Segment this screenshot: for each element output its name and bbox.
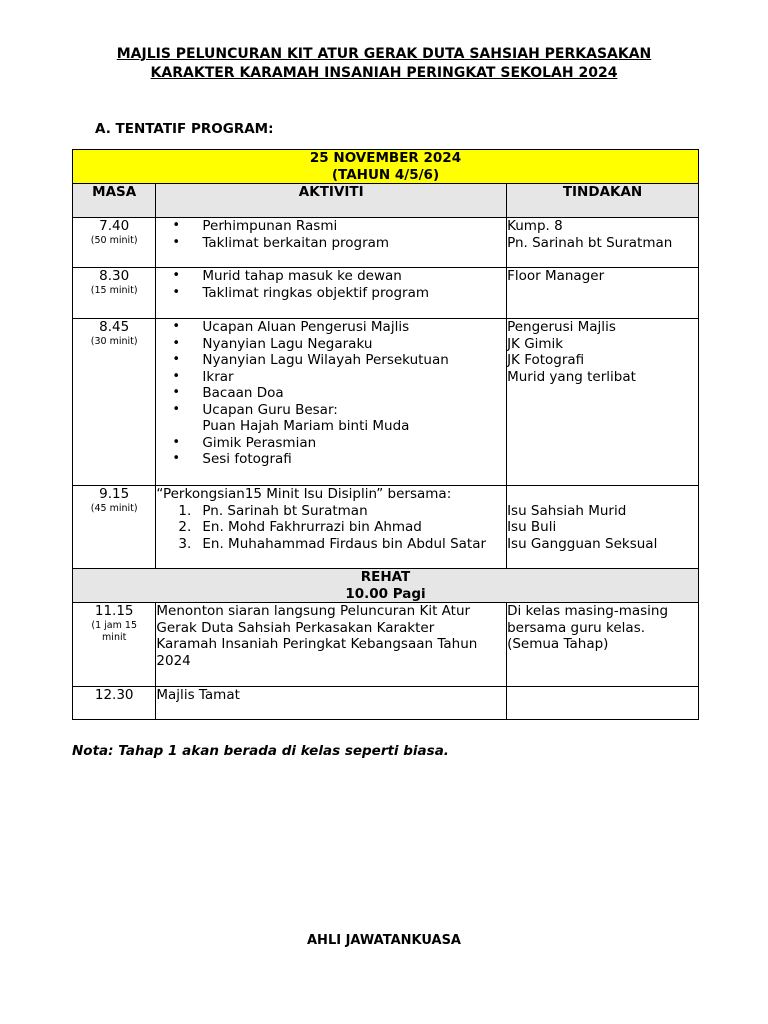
action-cell: [507, 319, 699, 486]
list-item: • Ucapan Guru Besar: Puan Hajah Mariam binti Muda: [156, 402, 506, 435]
bullet-icon: •: [172, 385, 181, 400]
action-item: Isu Buli: [507, 519, 557, 535]
table-row: [73, 486, 699, 569]
action-item: Di kelas masing-masing: [507, 603, 669, 619]
action-cell: [507, 486, 699, 569]
action-item: JK Gimik: [507, 335, 564, 352]
footnote: Nota: Tahap 1 akan berada di kelas seperti biasa.: [72, 743, 449, 759]
bullet-icon: •: [172, 401, 181, 417]
bullet-icon: •: [172, 234, 181, 250]
activity-line: Gerak Duta Sahsiah Perkasakan Karakter: [156, 619, 435, 636]
list-item: • Ucapan Aluan Pengerusi Majlis: [172, 319, 410, 335]
activity-cell: [156, 486, 507, 569]
table-row: [73, 319, 699, 486]
table-row: [73, 268, 699, 319]
action-cell: [507, 687, 699, 720]
time: 8.30: [99, 268, 130, 284]
time: 12.30: [94, 687, 134, 703]
date-row: [73, 150, 699, 184]
bullet-icon: •: [172, 319, 181, 334]
duration: (1 jam 15: [91, 619, 137, 631]
time: 8.45: [99, 319, 130, 335]
time-cell: [73, 218, 156, 268]
action-item: Floor Manager: [507, 268, 605, 284]
action-item: JK Fotografi: [507, 352, 585, 368]
list-item: • Nyanyian Lagu Wilayah Persekutuan: [172, 352, 449, 368]
program-table: [72, 149, 699, 720]
section-heading: A. TENTATIF PROGRAM:: [95, 121, 274, 137]
action-cell: [507, 218, 699, 268]
list-item: • Murid tahap masuk ke dewan: [172, 268, 402, 284]
title-line-1: MAJLIS PELUNCURAN KIT ATUR GERAK DUTA SAHSIAH PERKASAKAN: [116, 46, 652, 62]
bullet-icon: •: [172, 335, 181, 351]
list-item: 1. Pn. Sarinah bt Suratman: [178, 502, 368, 519]
title-line-2: KARAKTER KARAMAH INSANIAH PERINGKAT SEKOLAH 2024: [150, 65, 618, 81]
table-row: [73, 687, 699, 720]
activity-cell: [156, 603, 507, 687]
action-item: Pengerusi Majlis: [507, 319, 616, 335]
duration: (30 minit): [90, 335, 138, 347]
program-date: 25 NOVEMBER 2024: [309, 150, 462, 166]
bullet-icon: •: [172, 218, 181, 233]
table-row: [73, 603, 699, 687]
bullet-icon: •: [172, 284, 181, 300]
bullet-icon: •: [172, 434, 181, 450]
action-item: Kump. 8: [507, 218, 563, 234]
list-item: 3. En. Muhahammad Firdaus bin Abdul Satar: [178, 535, 487, 552]
duration: minit: [102, 631, 127, 643]
action-item: Pn. Sarinah bt Suratman: [507, 234, 673, 251]
activity-cell: [156, 319, 507, 486]
header-masa: MASA: [73, 184, 156, 218]
list-item: • Taklimat berkaitan program: [172, 234, 390, 251]
action-item: Isu Gangguan Seksual: [507, 535, 658, 552]
header-row: [73, 184, 699, 218]
action-item: bersama guru kelas.: [507, 619, 646, 636]
break-cell: [73, 569, 699, 603]
list-item: 2. En. Mohd Fakhrurrazi bin Ahmad: [178, 519, 422, 535]
bullet-icon: •: [172, 368, 181, 384]
table-row: [73, 218, 699, 268]
time: 11.15: [94, 603, 134, 619]
duration: (50 minit): [90, 234, 138, 246]
time-cell: [73, 603, 156, 687]
list-item: • Gimik Perasmian: [172, 434, 317, 451]
activity-line: 2024: [156, 652, 191, 669]
break-label: REHAT: [360, 569, 411, 585]
program-group: (TAHUN 4/5/6): [331, 166, 440, 183]
action-cell: [507, 268, 699, 319]
header-tindakan: TINDAKAN: [507, 184, 699, 218]
signature-line: AHLI JAWATANKUASA: [307, 933, 461, 948]
time-cell: [73, 268, 156, 319]
time: 9.15: [99, 486, 130, 502]
bullet-icon: •: [172, 451, 181, 466]
header-aktiviti: AKTIVITI: [156, 184, 507, 218]
break-row: [73, 569, 699, 603]
list-item: • Ikrar: [172, 368, 234, 385]
document-title: [0, 45, 768, 83]
list-item: • Nyanyian Lagu Negaraku: [172, 335, 373, 352]
action-item: Murid yang terlibat: [507, 368, 636, 385]
activity-cell: [156, 687, 507, 720]
duration: (15 minit): [90, 284, 138, 296]
activity-cell: [156, 268, 507, 319]
action-item: (Semua Tahap): [507, 636, 609, 652]
activity-line: Menonton siaran langsung Peluncuran Kit Atur: [156, 603, 471, 619]
list-item: • Bacaan Doa: [172, 385, 284, 401]
break-time: 10.00 Pagi: [345, 585, 426, 602]
action-cell: [507, 603, 699, 687]
list-item: • Sesi fotografi: [172, 451, 292, 467]
bullet-icon: •: [172, 352, 181, 367]
session-intro: “Perkongsian15 Minit Isu Disiplin” bersama:: [156, 486, 452, 502]
time-cell: [73, 687, 156, 720]
list-item: • Taklimat ringkas objektif program: [172, 284, 430, 301]
activity-cell: [156, 218, 507, 268]
guest-name: Puan Hajah Mariam binti Muda: [202, 418, 410, 434]
activity-line: Majlis Tamat: [156, 687, 240, 703]
list-item: • Perhimpunan Rasmi: [172, 218, 338, 234]
bullet-icon: •: [172, 268, 181, 283]
date-cell: [73, 150, 699, 184]
activity-line: Karamah Insaniah Peringkat Kebangsaan Tahun: [156, 636, 478, 652]
time: 7.40: [99, 218, 130, 234]
time-cell: [73, 319, 156, 486]
duration: (45 minit): [90, 502, 138, 514]
time-cell: [73, 486, 156, 569]
action-item: Isu Sahsiah Murid: [507, 502, 627, 519]
